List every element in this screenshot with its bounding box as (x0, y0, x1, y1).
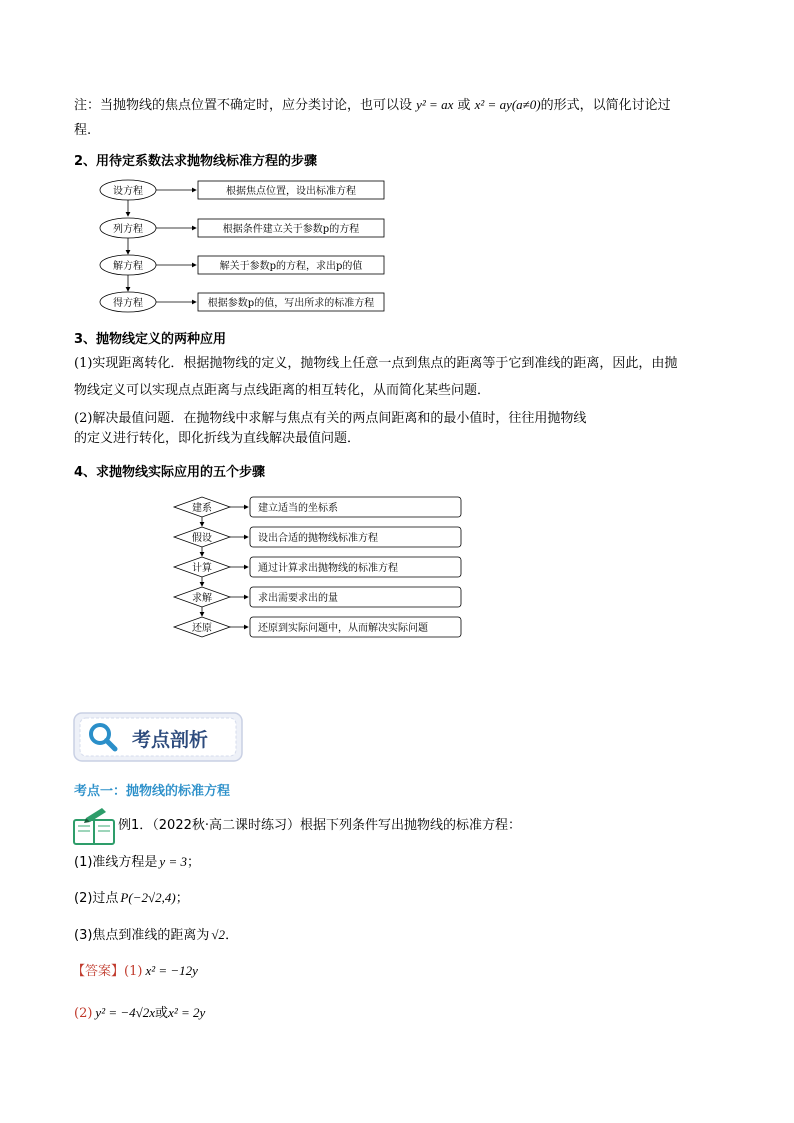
flow2-step-4-label: 求解 (192, 593, 212, 604)
note-suffix: 的形式，以简化讨论过 (540, 98, 671, 113)
flow1-step-2 (100, 218, 384, 238)
flow2-step-4 (174, 587, 461, 607)
banner-title: 考点剖析 (132, 729, 209, 751)
flow1-step-4-desc: 根据参数p的值，写出所求的标准方程 (207, 298, 375, 309)
section3-p2-line2: 的定义进行转化，即化折线为直线解决最值问题． (74, 431, 361, 446)
flow2-step-1-desc: 建立适当的坐标系 (258, 503, 338, 514)
question-2-text: (2)过点 (74, 891, 119, 906)
answer-2-math2: x² = 2y (168, 1005, 206, 1020)
section4-title: 4、求抛物线实际应用的五个步骤 (74, 465, 266, 480)
flow2-step-2-label: 假设 (192, 533, 212, 544)
flow1-step-3-label: 解方程 (113, 261, 143, 272)
book-pen-icon (72, 806, 118, 846)
flow1-step-4 (100, 292, 384, 312)
section3-p2-line1: (2)解决最值问题．在抛物线中求解与焦点有关的两点间距离和的最小值时，往往用抛物线 (74, 411, 587, 426)
flow1-step-1 (100, 180, 384, 200)
answer-2 (74, 1004, 205, 1023)
section3-p1-line1: (1)实现距离转化．根据抛物线的定义，抛物线上任意一点到焦点的距离等于它到准线的距离，因此，由抛 (74, 356, 678, 371)
flow2-step-5-desc: 还原到实际问题中，从而解决实际问题 (258, 623, 428, 634)
flow2-step-1-label: 建系 (192, 503, 212, 514)
note-line (74, 96, 671, 115)
flow2-step-2-desc: 设出合适的抛物线标准方程 (258, 533, 378, 544)
flow1-step-3 (100, 255, 384, 275)
question-2 (74, 889, 189, 908)
flow2-step-3-label: 计算 (192, 563, 212, 574)
flowchart-1 (96, 176, 396, 320)
answer-1 (72, 962, 198, 981)
flow1-step-3-desc: 解关于参数p的方程，求出p的值 (219, 261, 363, 272)
question-3-end: ． (225, 928, 239, 943)
answer-label: 【答案】 (72, 964, 125, 979)
question-1-end: ； (186, 855, 200, 870)
note-cont: 程. (74, 123, 92, 138)
question-2-end: ； (175, 891, 189, 906)
note-prefix: 注：当抛物线的焦点位置不确定时，应分类讨论，也可以设 (74, 98, 417, 113)
flow2-step-4-desc: 求出需要求出的量 (258, 593, 338, 604)
flow1-step-4-label: 得方程 (113, 298, 143, 309)
flow2-step-3-desc: 通过计算求出抛物线的标准方程 (258, 563, 398, 574)
section3-title: 3、抛物线定义的两种应用 (74, 332, 227, 347)
note-mid: 或 (453, 98, 475, 113)
answer-1-math: x² = −12y (145, 963, 198, 978)
answer-2-math1: y² = −4√2x (95, 1005, 156, 1020)
flow1-step-2-label: 列方程 (113, 224, 143, 235)
flow1-step-1-desc: 根据焦点位置，设出标准方程 (226, 186, 356, 197)
section3-p1-line2: 物线定义可以实现点点距离与点线距离的相互转化，从而简化某些问题． (74, 383, 491, 398)
answer-2-num: (2) (74, 1006, 93, 1021)
question-1-text: (1)准线方程是 (74, 855, 158, 870)
note-eq2: x² = ay(a≠0) (474, 97, 541, 112)
section2-title: 2、用待定系数法求抛物线标准方程的步骤 (74, 154, 318, 169)
flow2-step-5-label: 还原 (192, 623, 212, 634)
flow2-step-5 (174, 617, 461, 637)
question-3 (74, 926, 238, 945)
question-3-math: √2 (211, 927, 226, 942)
answer-1-num: (1) (124, 964, 143, 979)
flow2-step-1 (174, 497, 461, 517)
question-1 (74, 853, 200, 872)
flowchart-2 (170, 494, 466, 640)
section-banner (72, 711, 244, 763)
flow1-step-1-label: 设方程 (113, 186, 143, 197)
question-3-text: (3)焦点到准线的距离为 (74, 928, 210, 943)
question-2-math: P(−2√2,4) (120, 890, 176, 905)
search-icon (88, 722, 118, 752)
kaodian-title: 考点一：抛物线的标准方程 (74, 784, 231, 799)
example-label: 例1．（2022秋·高二课时练习）根据下列条件写出抛物线的标准方程： (118, 818, 521, 833)
answer-2-or: 或 (155, 1006, 169, 1021)
flow2-step-2 (174, 527, 461, 547)
note-eq1: y² = ax (416, 97, 454, 112)
flow1-step-2-desc: 根据条件建立关于参数p的方程 (222, 224, 360, 235)
question-1-math: y = 3 (159, 854, 187, 869)
flow2-step-3 (174, 557, 461, 577)
